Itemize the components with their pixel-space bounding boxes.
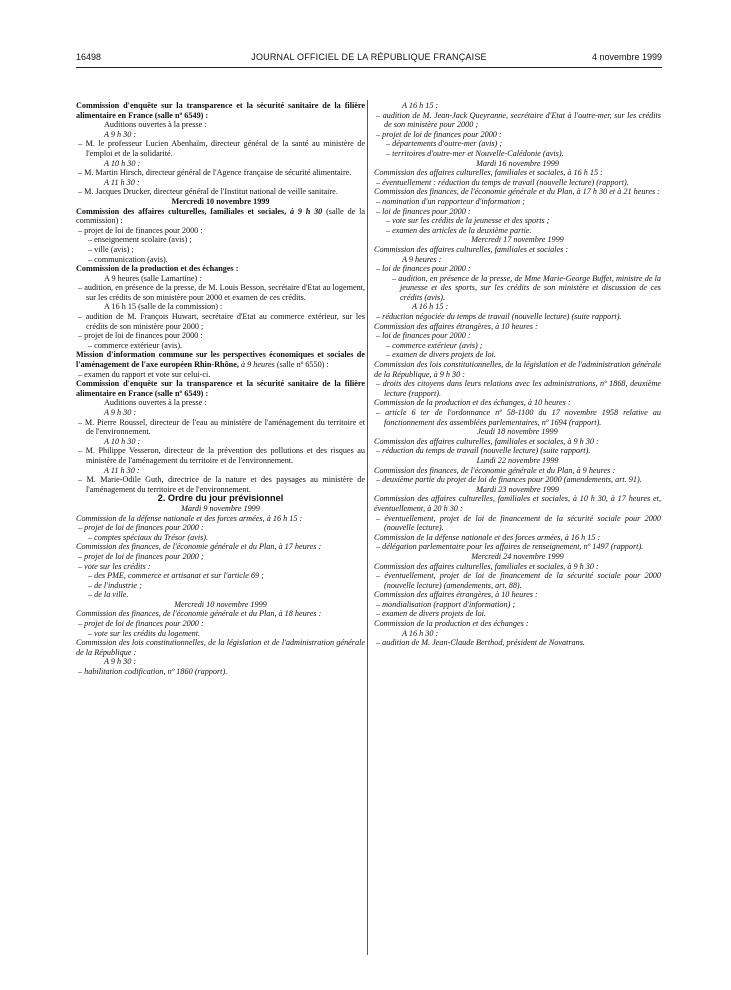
agenda-item: – audition de M. Jean-Claude Berthod, président de Novatrans.	[376, 638, 585, 648]
agenda-subitem: – vote sur les crédits du logement.	[88, 628, 201, 638]
time-label: A 16 h 15 (salle de la commission) :	[104, 302, 223, 312]
agenda-subitem: – examen de divers projets de loi.	[386, 350, 496, 360]
agenda-item: – examen du rapport et vote sur celui-ci.	[78, 369, 211, 379]
agenda-subitem: – commerce extérieur (avis) ;	[386, 340, 483, 350]
commission-heading: Commission d'enquête sur la transparence et la sécurité sanitaire de la filière alimentaire en France (salle nº 6549) :	[76, 101, 365, 120]
commission-heading: Commission des affaires étrangères, à 10 heures :	[374, 590, 538, 600]
agenda-item: – projet de loi de finances pour 2000 :	[78, 225, 203, 235]
commission-heading: Commission des affaires culturelles, familiales et sociales, à 9 h 30 :	[374, 561, 599, 571]
header-date: 4 novembre 1999	[591, 52, 662, 62]
agenda-item: – projet de loi de finances pour 2000 :	[78, 619, 204, 629]
date-heading: Mardi 9 novembre 1999	[181, 503, 260, 513]
date-heading: Mardi 16 novembre 1999	[476, 158, 559, 168]
agenda-item: – audition de M. François Huwart, secrétaire d'Etat au commerce extérieur, sur les crédits de son ministère pour 2000 ;	[78, 312, 365, 331]
commission-heading: Commission des affaires culturelles, familiales et sociales, à 16 h 15 :	[374, 168, 603, 178]
page-header	[76, 52, 662, 66]
commission-heading: Commission des affaires culturelles, familiales et sociales, à 9 h 30 :	[374, 436, 599, 446]
agenda-item: – article 6 ter de l'ordonnance nº 58-1100 du 17 novembre 1958 relative au fonctionnement des assemblées parlementaires, nº 1694 (rapport).	[376, 408, 661, 427]
agenda-subitem: – de la ville.	[88, 590, 129, 600]
agenda-item: – réduction négociée du temps de travail (nouvelle lecture) (suite rapport).	[376, 312, 622, 322]
agenda-item: – projet de loi de finances pour 2000 :	[78, 523, 204, 533]
agenda-subitem: – départements d'outre-mer (avis) ;	[386, 139, 503, 149]
mission-heading: Mission d'information commune sur les perspectives économiques et sociales de l'aménagement de l'axe européen Rhin-Rhône, à 9 heures (salle nº 6550) :	[76, 350, 365, 370]
commission-heading: Commission des finances, de l'économie générale et du Plan, à 9 heures :	[374, 465, 616, 475]
time-label: A 11 h 30 :	[104, 465, 140, 475]
date-heading: Mercredi 17 novembre 1999	[471, 235, 564, 245]
commission-heading: Commission des affaires culturelles, familiales et sociales, à 10 h 30, à 17 heures et, éventuellement, à 20 h 30 :	[374, 494, 661, 513]
agenda-item: – projet de loi de finances pour 2000 :	[78, 331, 203, 341]
agenda-item: – réduction du temps de travail (nouvelle lecture) (suite rapport).	[376, 446, 591, 456]
time-label: A 9 h 30 :	[104, 129, 137, 139]
left-column	[76, 101, 365, 677]
time-label: A 16 h 15 :	[402, 101, 439, 110]
agenda-subitem: – ville (avis) ;	[88, 244, 134, 254]
column-divider	[367, 100, 368, 955]
date-heading: Mardi 23 novembre 1999	[476, 484, 559, 494]
time-label: A 9 h 30 :	[104, 657, 137, 667]
commission-heading: Commission de la production et des échanges :	[374, 619, 529, 629]
time-label: A 9 h 30 :	[104, 408, 137, 417]
journal-title: JOURNAL OFFICIEL DE LA RÉPUBLIQUE FRANÇAISE	[251, 52, 487, 62]
date-heading: Lundi 22 novembre 1999	[476, 455, 559, 465]
date-heading: Jeudi 18 novembre 1999	[477, 427, 558, 437]
commission-heading: Commission des finances, de l'économie générale et du Plan, à 18 heures :	[76, 609, 322, 619]
agenda-item: – droits des citoyens dans leurs relations avec les administrations, nº 1868, deuxième lecture (rapport).	[376, 379, 661, 398]
commission-heading: Commission des finances, de l'économie générale et du Plan, à 17 h 30 et à 21 heures :	[374, 187, 660, 197]
agenda-subitem: – comptes spéciaux du Trésor (avis).	[88, 532, 209, 542]
agenda-item: – éventuellement : réduction du temps de travail (nouvelle lecture) (rapport).	[376, 177, 629, 187]
agenda-item: – projet de loi de finances pour 2000 :	[376, 129, 502, 139]
agenda-subitem: – examen des articles de la deuxième partie.	[386, 225, 532, 235]
header-rule	[76, 67, 662, 68]
commission-heading: Commission des affaires étrangères, à 10 heures :	[374, 321, 538, 331]
agenda-item: – éventuellement, projet de loi de financement de la sécurité sociale pour 2000 (nouvelle lecture) (amendements, art. 88).	[376, 571, 661, 590]
date-heading: Mercredi 10 novembre 1999	[171, 196, 270, 206]
commission-heading: Commission de la production et des échanges :	[76, 264, 239, 274]
agenda-item: – M. Philippe Vesseron, directeur de la prévention des pollutions et des risques au ministère de l'aménagement du territoire et de l'environnement.	[78, 446, 365, 465]
time-label: A 16 h 30 :	[402, 628, 439, 638]
agenda-subitem: – commerce extérieur (avis).	[88, 340, 183, 350]
time-label: A 10 h 30 :	[104, 436, 141, 446]
agenda-item: – M. Martin Hirsch, directeur général de l'Agence française de sécurité alimentaire.	[78, 168, 352, 178]
agenda-subitem: – audition, en présence de la presse, de Mme Marie-George Buffet, ministre de la jeunesse et des sports, sur les crédits de son ministère et discussion de ces crédits (avis).	[392, 273, 661, 302]
commission-heading: Commission de la production et des échanges, à 10 heures :	[374, 398, 571, 408]
date-heading: Mercredi 10 novembre 1999	[174, 599, 267, 609]
agenda-item: – audition, en présence de la presse, de M. Louis Besson, secrétaire d'Etat au logement, sur les crédits de son ministère pour 2000 et examen de ces crédits.	[78, 283, 365, 302]
agenda-item: – projet de loi de finances pour 2000 ;	[78, 551, 204, 561]
agenda-item: – M. Jacques Drucker, directeur général de l'Institut national de veille sanitaire.	[78, 187, 338, 197]
agenda-item: – audition de M. Jean-Jack Queyranne, secrétaire d'Etat à l'outre-mer, sur les crédits de son ministère pour 2000 ;	[376, 110, 661, 130]
section-title: 2. Ordre du jour prévisionnel	[157, 493, 284, 504]
agenda-item: – délégation parlementaire pour les affaires de renseignement, nº 1497 (rapport).	[376, 542, 644, 552]
agenda-item: – M. Marie-Odile Guth, directrice de la nature et des paysages au ministère de l'aménagement du territoire et de l'environnement.	[78, 475, 365, 494]
agenda-subitem: – des PME, commerce et artisanat et sur l'article 69 ;	[88, 571, 264, 581]
agenda-item: – vote sur les crédits :	[78, 561, 151, 571]
agenda-item: – éventuellement, projet de loi de financement de la sécurité sociale pour 2000 (nouvelle lecture).	[376, 513, 661, 533]
date-heading: Mercredi 24 novembre 1999	[471, 551, 564, 561]
agenda-subitem: – enseignement scolaire (avis) ;	[88, 235, 192, 245]
time-label: A 9 heures :	[402, 254, 442, 264]
commission-heading: Commission d'enquête sur la transparence et la sécurité sanitaire de la filière alimentaire en France (salle nº 6549) :	[76, 379, 365, 398]
commission-heading: Commission des affaires culturelles, familiales et sociales :	[374, 244, 569, 254]
agenda-item: – loi de finances pour 2000 :	[376, 264, 471, 274]
agenda-item: – deuxième partie du projet de loi de finances pour 2000 (amendements, art. 91).	[376, 475, 642, 485]
agenda-item: – loi de finances pour 2000 :	[376, 331, 471, 341]
agenda-item: – M. Pierre Roussel, directeur de l'eau au ministère de l'aménagement du territoire et de l'environnement.	[78, 417, 365, 437]
agenda-item: – habilitation codification, nº 1860 (rapport).	[78, 667, 228, 677]
commission-heading: Commission des lois constitutionnelles, de la législation et de l'administration générale de la République :	[76, 638, 365, 657]
right-column	[374, 101, 661, 648]
agenda-subitem: – territoires d'outre-mer et Nouvelle-Calédonie (avis).	[386, 148, 564, 158]
commission-heading: Commission de la défense nationale et des forces armées, à 16 h 15 :	[76, 513, 303, 523]
agenda-subitem: – vote sur les crédits de la jeunesse et des sports ;	[386, 216, 550, 226]
commission-heading: Commission des affaires culturelles, familiales et sociales, à 9 h 30 (salle de la commission) :	[76, 206, 365, 226]
agenda-item: – loi de finances pour 2000 :	[376, 206, 471, 216]
commission-heading: Commission des lois constitutionnelles, de la législation et de l'administration générale de la République, à 9 h 30 :	[374, 360, 661, 379]
time-label: A 9 heures (salle Lamartine) :	[104, 273, 202, 283]
agenda-item: – M. le professeur Lucien Abenhaïm, directeur général de la santé au ministère de l'emploi et de la solidarité.	[78, 139, 365, 158]
commission-heading: Commission de la défense nationale et des forces armées, à 16 h 15 :	[374, 532, 601, 542]
agenda-item: – nomination d'un rapporteur d'information ;	[376, 196, 525, 206]
agenda-subitem: – de l'industrie ;	[88, 580, 142, 590]
commission-heading: Commission des finances, de l'économie générale et du Plan, à 17 heures :	[76, 542, 322, 552]
auditions-note: Auditions ouvertes à la presse :	[104, 120, 207, 130]
time-label: A 11 h 30 :	[104, 177, 140, 187]
auditions-note: Auditions ouvertes à la presse :	[104, 398, 207, 408]
time-label: A 16 h 15 :	[412, 302, 449, 312]
agenda-item: – examen de divers projets de loi.	[376, 609, 486, 619]
time-label: A 10 h 30 :	[104, 158, 141, 168]
agenda-item: – mondialisation (rapport d'information) ;	[376, 599, 516, 609]
page-number: 16498	[76, 52, 102, 62]
agenda-subitem: – communication (avis).	[88, 254, 168, 264]
